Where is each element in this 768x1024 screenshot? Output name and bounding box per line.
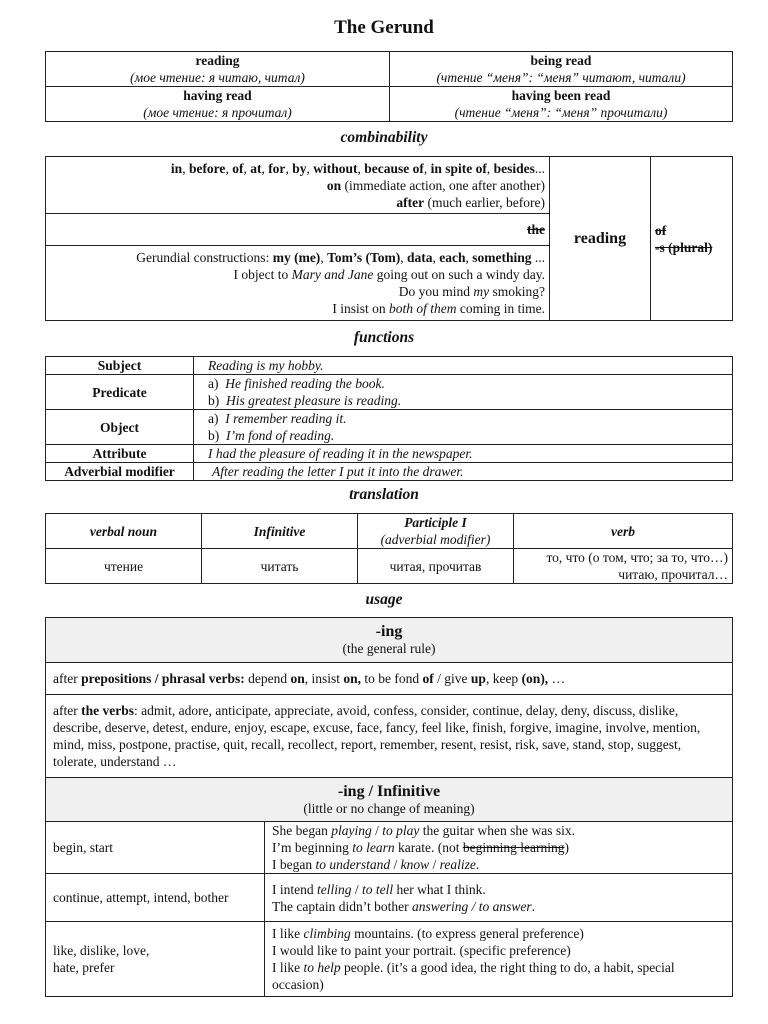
form-having-read-note: (мое чтение: я прочитал)	[143, 105, 292, 120]
the-word: the	[527, 222, 545, 237]
example-line-3: I insist on both of them coming in time.	[332, 301, 545, 316]
gerundial-constructions-cell	[46, 246, 550, 321]
continue-examples: I intend telling / to tell her what I think. The captain didn’t bother answering / to answer.	[265, 874, 733, 922]
adverbial-label: Adverbial modifier	[46, 463, 194, 481]
the-cell	[46, 214, 550, 246]
gerund-forms-table	[45, 51, 733, 122]
continue-label: continue, attempt, intend, bother	[46, 874, 265, 922]
combinability-table	[45, 156, 733, 321]
cell-verb: то, что (о том, что; за то, что…) читаю, прочитал…	[514, 549, 733, 584]
predicate-label: Predicate	[46, 375, 194, 410]
attribute-example: I had the pleasure of reading it in the newspaper.	[194, 445, 733, 463]
combinability-title: combinability	[340, 129, 428, 146]
ing-header: -ing (the general rule)	[46, 618, 733, 663]
begin-start-examples: She began playing / to play the guitar when she was six. I’m beginning to learn karate. (not beginning learning) I began to understand / know / realize.	[265, 822, 733, 874]
header-participle: Participle I (adverbial modifier)	[358, 514, 514, 549]
header-verbal-noun: verbal noun	[46, 514, 202, 549]
begin-start-label: begin, start	[46, 822, 265, 874]
on-line: on (immediate action, one after another)	[326, 177, 545, 193]
cell-infinitive: читать	[202, 549, 358, 584]
ing-infinitive-header: -ing / Infinitive (little or no change of meaning)	[46, 778, 733, 822]
form-having-read: having read	[183, 88, 252, 103]
form-having-been-read: having been read	[511, 88, 611, 103]
of-word: of	[655, 222, 667, 238]
prepositions-line: in, before, of, at, for, by, without, because of, in spite of, besides...	[170, 160, 545, 176]
functions-table	[45, 356, 733, 481]
form-being-read-cell	[390, 52, 733, 87]
object-examples: a) I remember reading it. b) I’m fond of reading.	[194, 410, 733, 445]
functions-title: functions	[353, 329, 415, 346]
document-title: The Gerund	[334, 17, 434, 38]
like-label: like, dislike, love, hate, prefer	[46, 922, 265, 997]
subject-example: Reading is my hobby.	[194, 357, 733, 375]
form-having-read-cell	[46, 87, 390, 122]
gerundial-constructions-line: Gerundial constructions: my (me), Tom’s (Tom), data, each, something ...	[136, 250, 545, 265]
header-verb: verb	[514, 514, 733, 549]
prepositions-cell	[46, 157, 550, 214]
usage-title: usage	[365, 591, 403, 608]
verbs-rule: after the verbs: admit, adore, anticipate, appreciate, avoid, confess, consider, continue, delay, deny, discuss, dislike, describe, deserve, detest, endure, enjoy, escape, excuse, face, fancy, feel like, finish, forgive, imagine, involve, mention, mind, miss, postpone, practise, quit, recall, recollect, report, remember, resent, resist, risk, save, stand, stop, suggest, tolerate, understand …	[46, 695, 733, 778]
cell-verbal-noun: чтение	[46, 549, 202, 584]
cell-participle: читая, прочитав	[358, 549, 514, 584]
plural-s: -s (plural)	[655, 239, 713, 255]
form-being-read-note: (чтение “меня”: “меня” читают, читали)	[436, 70, 686, 85]
form-having-been-read-note: (чтение “меня”: “меня” прочитали)	[454, 105, 668, 120]
example-line-1: I object to Mary and Jane going out on such a windy day.	[233, 267, 545, 282]
prepositions-rule: after prepositions / phrasal verbs: depend on, insist on, to be fond of / give up, keep (on), …	[46, 663, 733, 695]
translation-table	[45, 513, 733, 584]
plural-cell	[651, 157, 733, 321]
attribute-label: Attribute	[46, 445, 194, 463]
usage-table	[45, 617, 733, 997]
object-label: Object	[46, 410, 194, 445]
form-being-read: being read	[530, 53, 592, 68]
like-examples: I like climbing mountains. (to express general preference) I would like to paint your portrait. (specific preference) I like to help people. (it’s a good idea, the right thing to do, a habit, special occasion)	[265, 922, 733, 997]
subject-label: Subject	[46, 357, 194, 375]
header-infinitive: Infinitive	[202, 514, 358, 549]
adverbial-example: After reading the letter I put it into the drawer.	[194, 463, 733, 481]
form-reading-cell	[46, 52, 390, 87]
example-line-2: Do you mind my smoking?	[398, 284, 545, 299]
form-reading-note: (мое чтение: я читаю, читал)	[130, 70, 305, 85]
after-line: after (much earlier, before)	[396, 194, 545, 210]
form-reading: reading	[195, 53, 240, 68]
center-reading-word: reading	[550, 157, 651, 321]
predicate-examples: a) He finished reading the book. b) His greatest pleasure is reading.	[194, 375, 733, 410]
form-having-been-read-cell	[390, 87, 733, 122]
translation-title: translation	[349, 486, 419, 503]
